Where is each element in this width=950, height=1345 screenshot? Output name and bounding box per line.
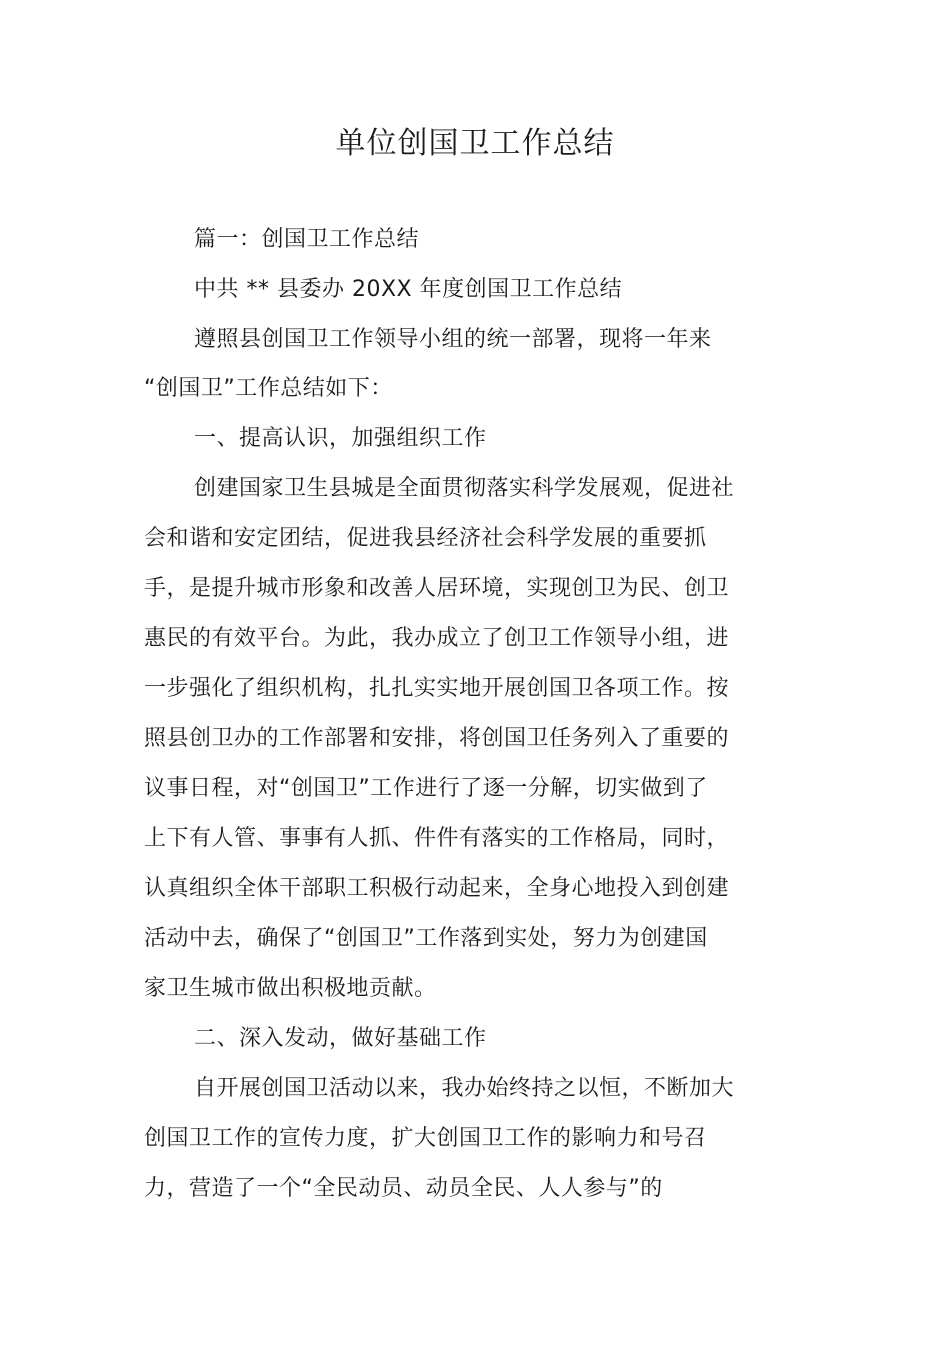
document-title: 单位创国卫工作总结	[335, 126, 615, 161]
paragraph-line: 照县创卫办的工作部署和安排，将创国卫任务列入了重要的	[144, 726, 730, 751]
paragraph-line: 创建国家卫生县城是全面贯彻落实科学发展观，促进社	[194, 476, 735, 501]
paragraph-line: 自开展创国卫活动以来，我办始终持之以恒，不断加大	[194, 1076, 735, 1101]
paragraph-line: 议事日程，对“创国卫”工作进行了逐一分解，切实做到了	[144, 776, 708, 801]
paragraph-line: “创国卫”工作总结如下：	[144, 376, 393, 401]
paragraph-line: 手，是提升城市形象和改善人居环境，实现创卫为民、创卫	[144, 576, 730, 601]
paragraph-line: 创国卫工作的宣传力度，扩大创国卫工作的影响力和号召	[144, 1126, 707, 1151]
paragraph-line: 活动中去，确保了“创国卫”工作落到实处，努力为创建国	[144, 926, 708, 951]
paragraph-line: 认真组织全体干部职工积极行动起来，全身心地投入到创建	[144, 876, 730, 901]
section-heading: 一、提高认识，加强组织工作	[194, 426, 487, 451]
paragraph-line: 一步强化了组织机构，扎扎实实地开展创国卫各项工作。按	[144, 676, 730, 701]
section-heading: 二、深入发动，做好基础工作	[194, 1026, 487, 1051]
section-heading: 篇一：创国卫工作总结	[194, 227, 420, 252]
paragraph-line: 上下有人管、事事有人抓、件件有落实的工作格局，同时，	[144, 826, 730, 851]
paragraph-line: 会和谐和安定团结，促进我县经济社会科学发展的重要抓	[144, 526, 707, 551]
paragraph-line: 力，营造了一个“全民动员、动员全民、人人参与”的	[144, 1176, 663, 1201]
paragraph-line: 遵照县创国卫工作领导小组的统一部署，现将一年来	[194, 327, 712, 352]
paragraph-line: 家卫生城市做出积极地贡献。	[144, 976, 437, 1001]
paragraph-line: 惠民的有效平台。为此，我办成立了创卫工作领导小组，进	[144, 626, 730, 651]
subtitle-line: 中共 ** 县委办 20XX 年度创国卫工作总结	[194, 277, 623, 302]
